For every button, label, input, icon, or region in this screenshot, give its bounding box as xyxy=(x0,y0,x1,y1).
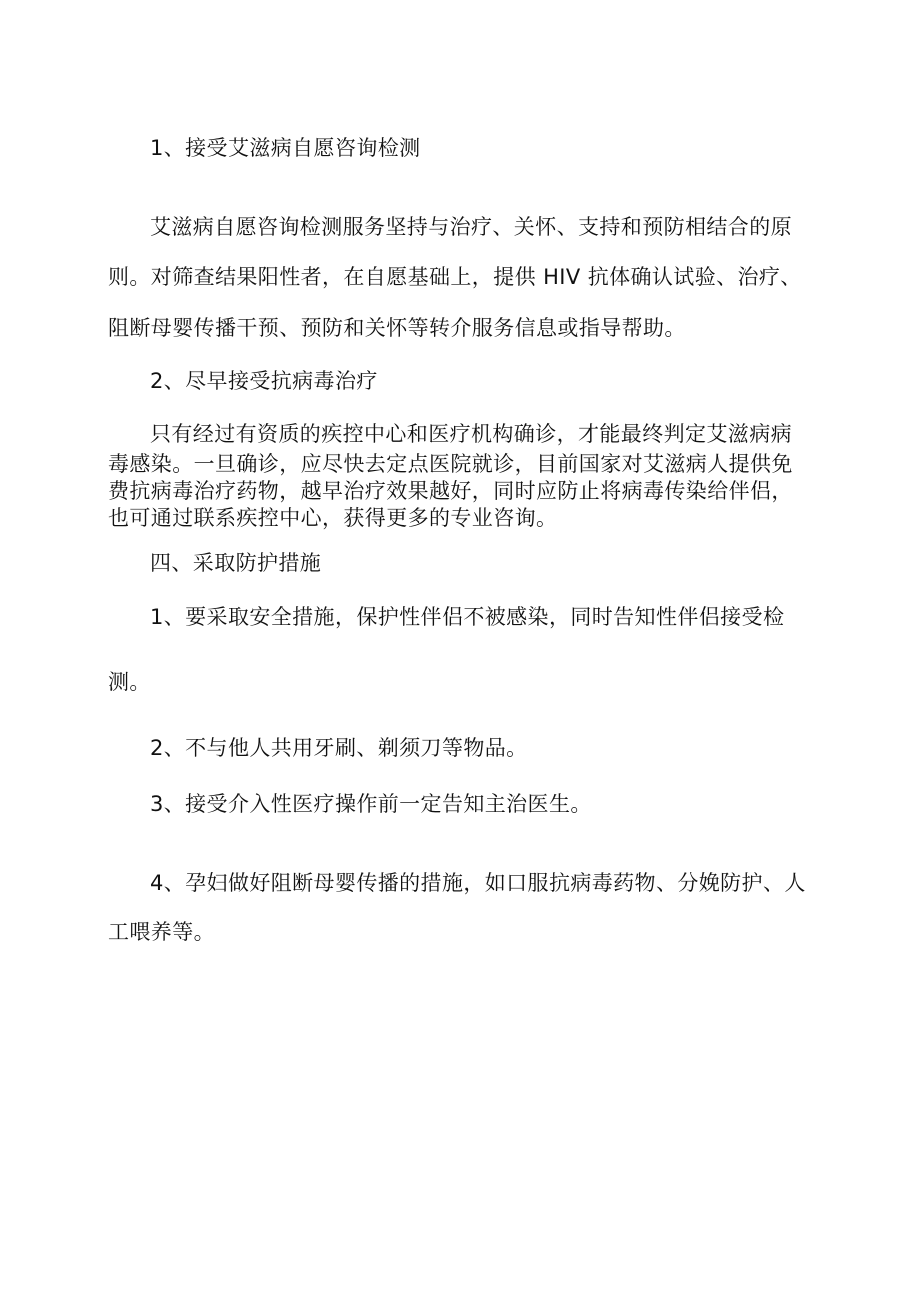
paragraph-line: 艾滋病自愿咨询检测服务坚持与治疗、关怀、支持和预防相结合的原 xyxy=(150,215,792,239)
paragraph-line: 只有经过有资质的疾控中心和医疗机构确诊，才能最终判定艾滋病病 xyxy=(150,422,792,446)
paragraph-line: 毒感染。一旦确诊，应尽快去定点医院就诊，目前国家对艾滋病人提供免 xyxy=(108,452,793,476)
heading-voluntary-counseling-testing: 1、接受艾滋病自愿咨询检测 xyxy=(150,136,421,160)
list-item-continuation: 工喂养等。 xyxy=(108,920,215,944)
paragraph-line: 则。对筛查结果阳性者，在自愿基础上，提供 HIV 抗体确认试验、治疗、 xyxy=(108,265,802,289)
list-item: 3、接受介入性医疗操作前一定告知主治医生。 xyxy=(150,792,592,816)
paragraph-line: 阻断母婴传播干预、预防和关怀等转介服务信息或指导帮助。 xyxy=(108,316,686,340)
list-item: 4、孕妇做好阻断母婴传播的措施，如口服抗病毒药物、分娩防护、人 xyxy=(150,871,806,895)
list-item: 1、要采取安全措施，保护性伴侣不被感染，同时告知性伴侣接受检 xyxy=(150,605,785,629)
list-item-continuation: 测。 xyxy=(108,670,151,694)
section-heading-protection-measures: 四、采取防护措施 xyxy=(150,551,322,575)
list-item: 2、不与他人共用牙刷、剃须刀等物品。 xyxy=(150,736,528,760)
paragraph-line: 也可通过联系疾控中心，获得更多的专业咨询。 xyxy=(108,506,558,530)
heading-antiviral-treatment: 2、尽早接受抗病毒治疗 xyxy=(150,369,378,393)
paragraph-line: 费抗病毒治疗药物，越早治疗效果越好，同时应防止将病毒传染给伴侣， xyxy=(108,479,793,503)
